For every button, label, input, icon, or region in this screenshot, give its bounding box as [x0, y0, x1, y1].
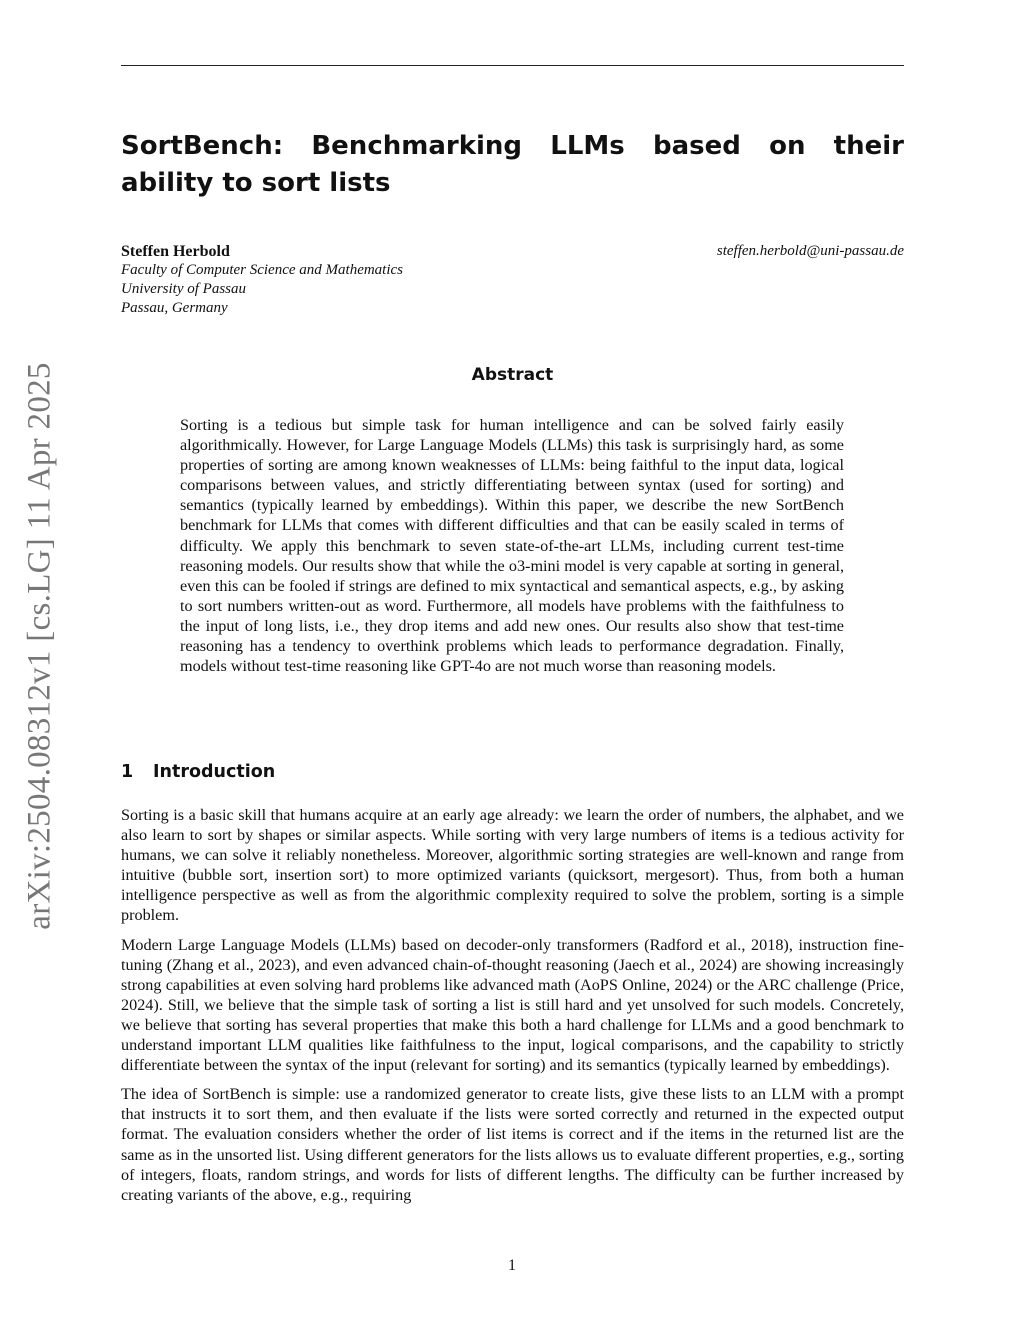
abstract-heading: Abstract [471, 365, 554, 385]
author-name: Steffen Herbold [121, 243, 230, 260]
arxiv-identifier: arXiv:2504.08312v1 [cs.LG] 11 Apr 2025 [21, 362, 58, 930]
section-number: 1 [121, 762, 134, 782]
abstract-text: Sorting is a tedious but simple task for human intelligence and can be solved fairly easily algorithmically. However, for Large Language Models (LLMs) this task is surprisingly hard, as some properties of sorting are among known weaknesses of LLMs: being faithful to the input data, logical comparisons between values, and strictly differentiating between syntax (used for sorting) and semantics (typically learned by embeddings). Within this paper, we describe the new SortBench benchmark for LLMs that comes with different difficulties and that can be easily scaled in terms of difficulty. We apply this benchmark to seven state-of-the-art LLMs, including current test-time reasoning models. Our results show that while the o3-mini model is very capable at sorting in general, even this can be fooled if strings are defined to mix syntactical and semantical aspects, e.g., by asking to sort numbers written-out as word. Furthermore, all models have problems with the faithfulness to the input of long lists, i.e., they drop items and add new ones. Our results also show that test-time reasoning has a tendency to overthink problems which leads to performance degradation. Finally, models without test-time reasoning like GPT-4o are not much worse than reasoning models. [180, 416, 844, 676]
introduction-paragraph: Modern Large Language Models (LLMs) based on decoder-only transformers (Radford et al., 2018), instruction fine-tuning (Zhang et al., 2023), and even advanced chain-of-thought reasoning (Jaech et al., 2024) are showing increasingly strong capabilities at even solving hard problems like advanced math (AoPS Online, 2024) or the ARC challenge (Price, 2024). Still, we believe that the simple task of sorting a list is still hard and yet unsolved for such models. Concretely, we believe that sorting has several properties that make this both a hard challenge for LLMs and a good benchmark to understand important LLM qualities like faithfulness to the input, logical comparisons, and the capability to strictly differentiate between the syntax of the input (relevant for sorting) and its semantics (typically learned by embeddings). [121, 935, 904, 1075]
page-number: 1 [508, 1257, 516, 1274]
section-title: Introduction [153, 762, 276, 782]
author-affiliation-university: University of Passau [121, 281, 246, 297]
introduction-paragraph: The idea of SortBench is simple: use a randomized generator to create lists, give these lists to an LLM with a prompt that instructs it to sort them, and then evaluate if the lists were sorted correctly and returned in the expected output format. The evaluation considers whether the order of list items is correct and if the items in the returned list are the same as in the unsorted list. Using different generators for the lists allows us to evaluate different properties, e.g., sorting of integers, floats, random strings, and words for lists of different lengths. The difficulty can be further increased by creating variants of the above, e.g., requiring [121, 1085, 904, 1204]
author-affiliation-location: Passau, Germany [121, 300, 228, 316]
top-rule [121, 65, 904, 66]
introduction-paragraph: Sorting is a basic skill that humans acquire at an early age already: we learn the order of numbers, the alphabet, and we also learn to sort by shapes or similar aspects. While sorting with very large numbers of items is a tedious activity for humans, we can solve it reliably nonetheless. Moreover, algorithmic sorting strategies are well-known and range from intuitive (bubble sort, insertion sort) to more optimized variants (quicksort, mergesort). Thus, from both a human intelligence perspective as well as from the algorithmic complexity required to solve the problem, sorting is a simple problem. [121, 806, 904, 925]
author-email: steffen.herbold@uni-passau.de [716, 243, 904, 259]
introduction-body [121, 805, 904, 1214]
section-heading-introduction [121, 760, 275, 784]
author-affiliation-faculty: Faculty of Computer Science and Mathematics [121, 262, 404, 278]
paper-title: SortBench: Benchmarking LLMs based on their ability to sort lists [121, 131, 904, 198]
author-block [121, 242, 541, 318]
